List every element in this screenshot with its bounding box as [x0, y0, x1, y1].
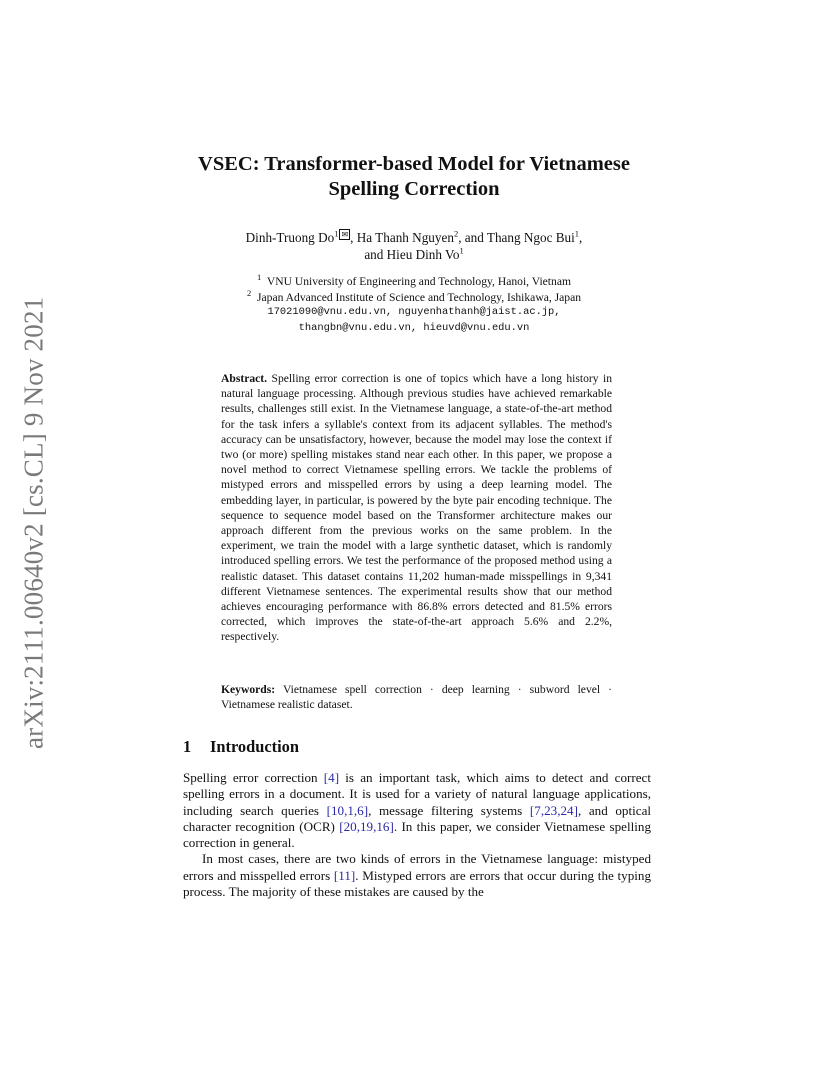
author-name: Ha Thanh Nguyen	[356, 230, 454, 245]
abstract-text: Spelling error correction is one of topics which have a long history in natural language processing. Although previous studies have achieved remarkable results, challenges still exist. In the Vietnamese language, a state-of-the-art method for the task infers a syllable's context from its adjacent syllables. The method's accuracy can be unsatisfactory, however, because the model may lose the context if two (or more) spelling mistakes stand near each other. In this paper, we propose a novel method to correct Vietnamese spelling errors. We tackle the problems of mistyped errors and misspelled errors by using a deep learning model. The embedding layer, in particular, is powered by the byte pair encoding technique. The sequence to sequence model based on the Transformer architecture makes our approach different from the previous works on the same problem. In the experiment, we train the model with a large synthetic dataset, which is randomly introduced spelling errors. We test the performance of the proposed method using a realistic dataset. This dataset contains 11,202 human-made misspellings in 9,341 different Vietnamese sentences. The experimental results show that our method achieves encouraging performance with 86.8% errors detected and 81.5% errors corrected, which improves the state-of-the-art approach 5.6% and 2.2%, respectively.	[221, 372, 612, 644]
text-run: , and optical character recognition (OCR)	[183, 802, 652, 834]
author-name: Thang Ngoc Bui	[486, 230, 575, 245]
citation-link[interactable]: [7,23,24]	[529, 802, 578, 818]
keywords-label: Keywords:	[221, 683, 276, 696]
affil-text: Japan Advanced Institute of Science and Technology, Ishikawa, Japan	[257, 290, 582, 304]
affil-text: VNU University of Engineering and Technology, Hanoi, Vietnam	[266, 275, 571, 288]
affiliation-1	[150, 274, 678, 290]
abstract-label: Abstract.	[221, 372, 268, 385]
paragraph	[183, 851, 651, 900]
author-line-1: Dinh-Truong Do$^1$ ✉ , Ha Thanh Nguyen$^2$, and Thang Ngoc Bui$^1$,	[245, 228, 583, 245]
title-line-2: Spelling Correction	[328, 178, 500, 200]
citation-link[interactable]: [11]	[333, 867, 356, 883]
affil-sup: 1	[256, 272, 262, 283]
abstract	[221, 371, 612, 645]
keywords	[221, 682, 612, 712]
author-name: Hieu Dinh Vo	[386, 247, 460, 262]
text-run: Spelling error correction	[183, 770, 324, 785]
author-affil-sup: 1	[334, 228, 339, 239]
author-affil-sup: 1	[459, 245, 464, 256]
text-run: . Mistyped errors are errors that occur during the typing process. The majority of these mistakes are caused by the	[183, 867, 651, 900]
affiliation-2	[150, 287, 678, 306]
citation-link[interactable]: [20,19,16]	[339, 818, 394, 834]
title-line-1: VSEC: Transformer-based Model for Vietnamese	[198, 153, 630, 175]
section-heading	[183, 737, 299, 757]
author-affil-sup: 1	[574, 228, 580, 239]
text-run: . In this paper, we consider Vietnamese spelling correction in general.	[183, 818, 651, 851]
section-title: Introduction	[210, 737, 299, 756]
paragraph	[183, 770, 651, 851]
text-run: is an important task, which aims to detect and correct spelling errors in a document. It is used for a variety of natural language applications, including search queries	[183, 770, 651, 818]
arxiv-stamp: arXiv:2111.00640v2 [cs.CL] 9 Nov 2021	[18, 296, 49, 749]
envelope-icon: ✉	[341, 229, 349, 239]
affiliations	[150, 274, 678, 336]
author-name: Dinh-Truong Do	[245, 230, 335, 245]
affil-sup: 2	[246, 287, 252, 298]
keywords-text: Vietnamese spell correction · deep learning · subword level · Vietnamese realistic dataset.	[221, 683, 612, 712]
author-line-2: and Hieu Dinh Vo$^1$	[364, 245, 464, 262]
section-number: 1	[183, 737, 192, 756]
citation-link[interactable]: [10,1,6]	[326, 802, 369, 818]
emails-line-2: thangbn@vnu.edu.vn, hieuvd@vnu.edu.vn	[298, 321, 530, 334]
citation-link[interactable]: [4]	[323, 770, 340, 785]
paper-title	[150, 152, 678, 202]
emails-line-1: 17021090@vnu.edu.vn, nguyenhathanh@jaist.ac.jp,	[267, 306, 561, 318]
author-affil-sup: 2	[453, 228, 459, 239]
text-run: In most cases, there are two kinds of errors in the Vietnamese language: mistyped errors and misspelled errors	[183, 851, 651, 883]
introduction-body	[183, 770, 651, 900]
text-run: , message filtering systems	[368, 802, 530, 818]
author-list	[150, 229, 678, 263]
